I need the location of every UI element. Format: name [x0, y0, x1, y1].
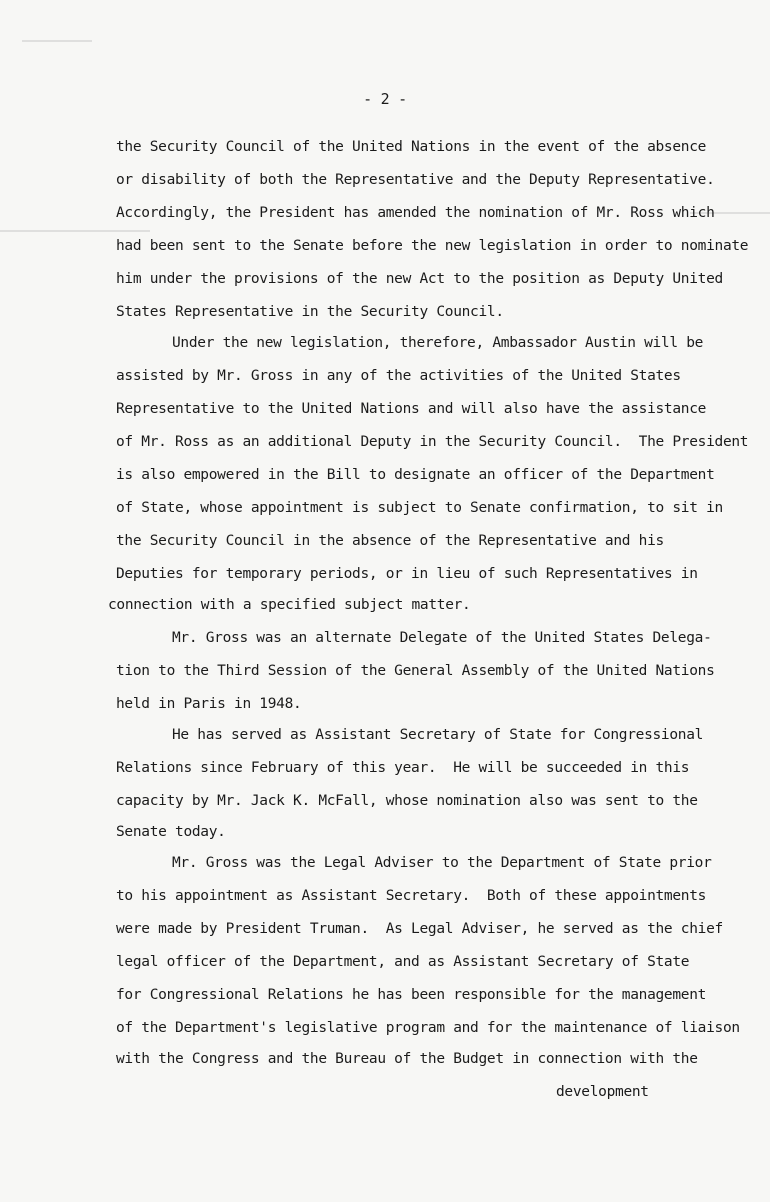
text-line: Under the new legislation, therefore, Ambassador Austin will be	[172, 335, 704, 351]
page-number: - 2 -	[363, 90, 407, 108]
text-line: Relations since February of this year. He will be succeeded in this	[116, 760, 690, 776]
text-line: Deputies for temporary periods, or in lieu of such Representatives in	[116, 566, 698, 582]
text-line: held in Paris in 1948.	[116, 696, 302, 712]
scan-smudge	[0, 230, 150, 232]
text-line: had been sent to the Senate before the new legislation in order to nominate	[116, 238, 749, 254]
text-line: connection with a specified subject matter.	[108, 597, 471, 613]
text-line: tion to the Third Session of the General Assembly of the United Nations	[116, 663, 715, 679]
text-line: for Congressional Relations he has been responsible for the management	[116, 987, 707, 1003]
scan-smudge	[22, 40, 92, 42]
text-line: the Security Council in the absence of the Representative and his	[116, 533, 664, 549]
text-line: development	[556, 1084, 649, 1100]
text-line: with the Congress and the Bureau of the Budget in connection with the	[116, 1051, 698, 1067]
text-line: of the Department's legislative program and for the maintenance of liaison	[116, 1020, 740, 1036]
text-line: assisted by Mr. Gross in any of the activities of the United States	[116, 368, 681, 384]
text-line: of State, whose appointment is subject to Senate confirmation, to sit in	[116, 500, 723, 516]
text-line: Mr. Gross was an alternate Delegate of the United States Delega-	[172, 630, 712, 646]
text-line: He has served as Assistant Secretary of State for Congressional	[172, 727, 704, 743]
text-line: him under the provisions of the new Act to the position as Deputy United	[116, 271, 723, 287]
text-line: is also empowered in the Bill to designate an officer of the Department	[116, 467, 715, 483]
text-line: of Mr. Ross as an additional Deputy in the Security Council. The President	[116, 434, 749, 450]
text-line: Representative to the United Nations and will also have the assistance	[116, 401, 707, 417]
text-line: Accordingly, the President has amended the nomination of Mr. Ross which	[116, 205, 715, 221]
text-line: legal officer of the Department, and as Assistant Secretary of State	[116, 954, 690, 970]
text-line: the Security Council of the United Nations in the event of the absence	[116, 139, 707, 155]
text-line: States Representative in the Security Council.	[116, 304, 504, 320]
text-line: capacity by Mr. Jack K. McFall, whose nomination also was sent to the	[116, 793, 698, 809]
text-line: Mr. Gross was the Legal Adviser to the Department of State prior	[172, 855, 712, 871]
text-line: or disability of both the Representative and the Deputy Representative.	[116, 172, 715, 188]
text-line: to his appointment as Assistant Secretary. Both of these appointments	[116, 888, 707, 904]
text-line: Senate today.	[116, 824, 226, 840]
text-line: were made by President Truman. As Legal Adviser, he served as the chief	[116, 921, 723, 937]
